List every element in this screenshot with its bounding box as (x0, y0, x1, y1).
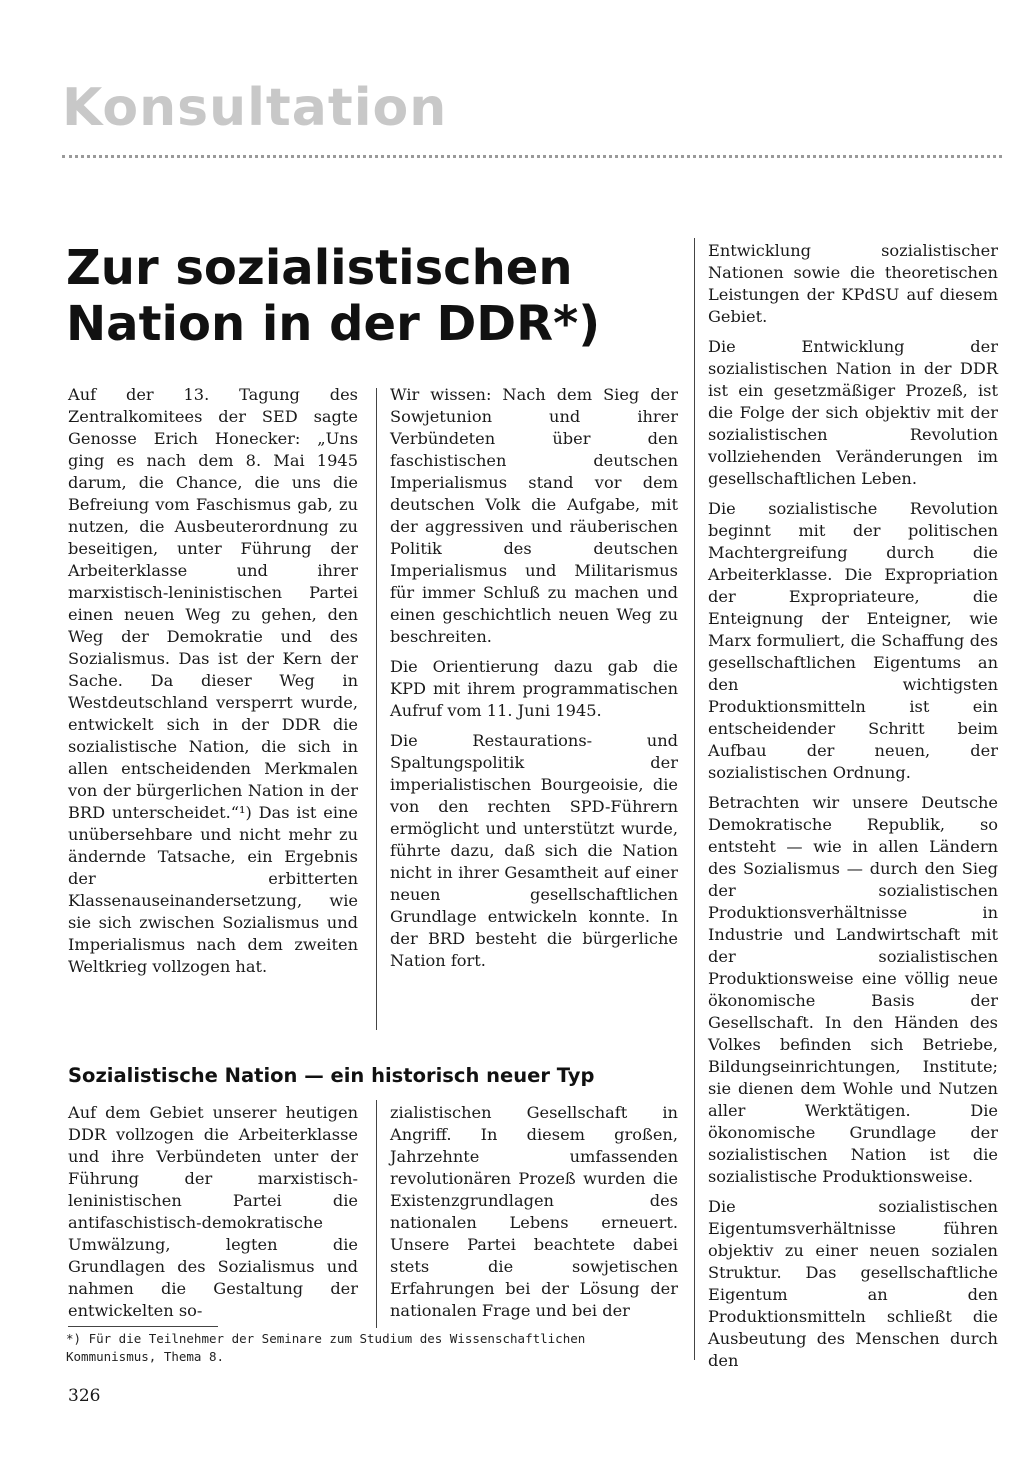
section-kicker: Konsultation (62, 78, 448, 138)
footnote: *) Für die Teilnehmer der Seminare zum Studium des Wissenschaftlichen Kommunismus, Thema 8. (66, 1331, 586, 1364)
column-divider (376, 388, 377, 1030)
paragraph: Auf dem Gebiet unserer heutigen DDR vollzogen die Arbeiterklasse und ihre Verbündeten unter der Führung der marxistisch-leninistischen Partei die antifaschistisch-demokratische Umwälzung, legten die Grundlagen des Sozialismus und nahmen die Gestaltung der entwickelten so- (68, 1103, 358, 1320)
page-number: 326 (68, 1386, 101, 1406)
paragraph: Auf der 13. Tagung des Zentralkomitees der SED sagte Genosse Erich Honecker: „Uns ging es nach dem 8. Mai 1945 darum, die Chance, die uns die Befreiung vom Faschismus gab, zu nutzen, die Ausbeuterordnung zu beseitigen, unter Führung der Arbeiterklasse und ihrer marxistisch-leninistischen Partei einen neuen Weg zu gehen, den Weg der Demokratie und des Sozialismus. Das ist der Kern der Sache. Da dieser Weg in Westdeutschland versperrt wurde, entwickelt sich in der DDR die sozialistische Nation, die sich in allen entscheidenden Merkmalen von der bürgerlichen Nation in der BRD unterscheidet.“¹) Das ist eine unübersehbare und nicht mehr zu ändernde Tatsache, ein Ergebnis der erbitterten Klassenauseinandersetzung, wie sie sich zwischen Sozialismus und Imperialismus nach dem zweiten Weltkrieg vollzogen hat. (68, 385, 358, 976)
column-divider (376, 1100, 377, 1328)
kicker-divider (62, 155, 1002, 158)
paragraph: Die sozialistische Revolution beginnt mit der politischen Machtergreifung durch die Arbeiterklasse. Die Expropriation der Expropriateure, die Enteignung der Enteigner, wie Marx formuliert, die Schaffung des gesellschaftlichen Eigentums an den wichtigsten Produktionsmitteln ist ein entscheidender Schritt beim Aufbau der neuen, der sozialistischen Ordnung. (708, 499, 998, 782)
paragraph: zialistischen Gesellschaft in Angriff. In diesem großen, Jahrzehnte umfassenden revolutionären Prozeß wurden die Existenzgrundlagen des nationalen Lebens erneuert. Unsere Partei beachtete dabei stets die sowjetischen Erfahrungen bei der Lösung der nationalen Frage und bei der (390, 1103, 678, 1320)
paragraph: Die sozialistischen Eigentumsverhältnisse führen objektiv zu einer neuen sozialen Struktur. Das gesellschaftliche Eigentum an den Produktionsmitteln schließt die Ausbeutung des Menschen durch den (708, 1197, 998, 1370)
column-3 (708, 240, 998, 1380)
paragraph: Entwicklung sozialistischer Nationen sowie die theoretischen Leistungen der KPdSU auf diesem Gebiet. (708, 241, 998, 326)
column-2 (390, 384, 678, 980)
column-1 (68, 384, 358, 986)
paragraph: Die Entwicklung der sozialistischen Nation in der DDR ist ein gesetzmäßiger Prozeß, ist die Folge der sich objektiv mit der sozialistischen Revolution vollziehenden Veränderungen im gesellschaftlichen Leben. (708, 337, 998, 488)
paragraph: Die Restaurations- und Spaltungspolitik der imperialistischen Bourgeoisie, die von den rechten SPD-Führern ermöglicht und unterstützt wurde, führte dazu, daß sich die Nation nicht in ihrer Gesamtheit auf einer neuen gesellschaftlichen Grundlage entwickeln konnte. In der BRD besteht die bürgerliche Nation fort. (390, 731, 678, 970)
footnote-divider (68, 1326, 218, 1327)
column-2-lower (390, 1102, 678, 1330)
title-line-2: Nation in der DDR*) (66, 296, 601, 352)
column-1-lower (68, 1102, 358, 1330)
paragraph: Die Orientierung dazu gab die KPD mit ihrem programmatischen Aufruf vom 11. Juni 1945. (390, 657, 678, 720)
column-divider (694, 238, 695, 1360)
title-line-1: Zur sozialistischen (66, 240, 573, 296)
article-title (66, 240, 600, 352)
paragraph: Betrachten wir unsere Deutsche Demokratische Republik, so entsteht — wie in allen Ländern des Sozialismus — durch den Sieg der sozialistischen Produktionsverhältnisse in Industrie und Landwirtschaft mit der sozialistischen Produktionsweise eine völlig neue ökonomische Basis der Gesellschaft. In den Händen des Volkes befinden sich Betriebe, Bildungseinrichtungen, Institute; sie dienen dem Wohle und Nutzen aller Werktätigen. Die ökonomische Grundlage der sozialistischen Nation ist die sozialistische Produktionsweise. (708, 793, 998, 1186)
section-heading: Sozialistische Nation — ein historisch neuer Typ (68, 1064, 595, 1087)
paragraph: Wir wissen: Nach dem Sieg der Sowjetunion und ihrer Verbündeten über den faschistischen deutschen Imperialismus stand vor dem deutschen Volk die Aufgabe, mit der aggressiven und räuberischen Politik des deutschen Imperialismus und Militarismus für immer Schluß zu machen und einen geschichtlich neuen Weg zu beschreiten. (390, 385, 678, 646)
